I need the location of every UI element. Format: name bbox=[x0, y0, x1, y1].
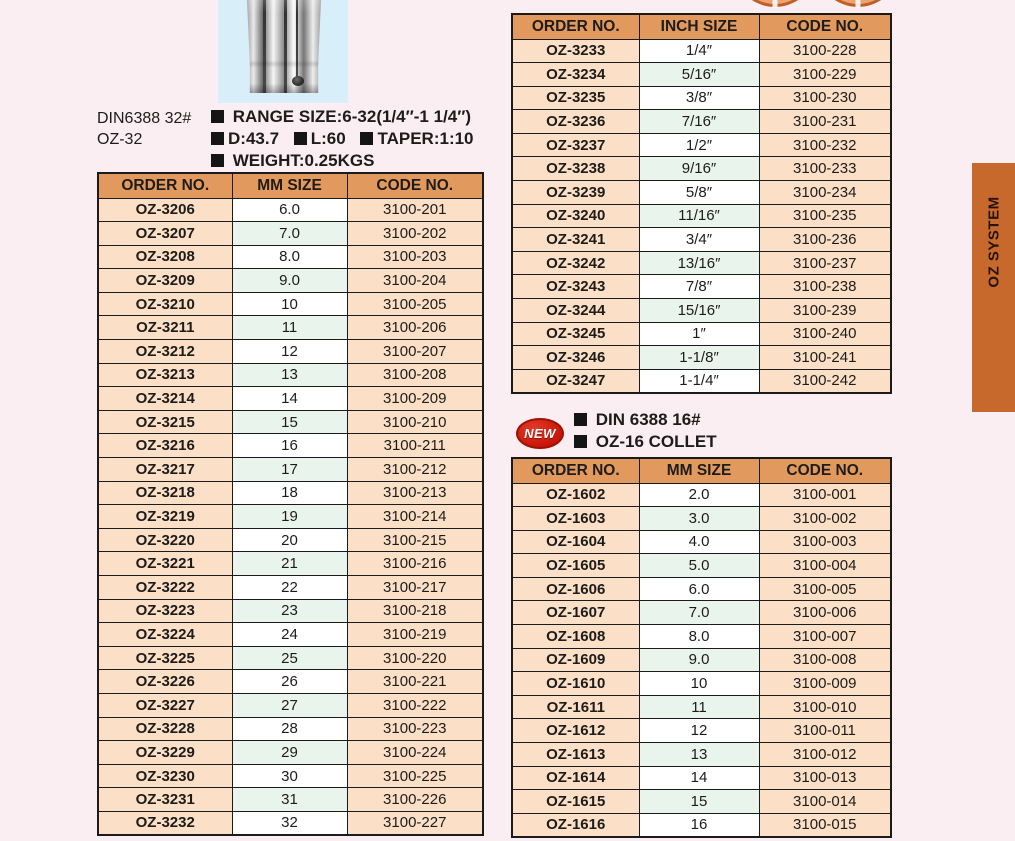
table-row bbox=[98, 717, 483, 741]
cell-size: 13/16″ bbox=[639, 251, 759, 275]
cell-size: 28 bbox=[232, 717, 347, 741]
cell-order-no: OZ-3210 bbox=[98, 292, 232, 316]
cell-order-no: OZ-3214 bbox=[98, 387, 232, 411]
cell-order-no: OZ-1607 bbox=[512, 601, 639, 625]
cell-order-no: OZ-1604 bbox=[512, 530, 639, 554]
table-row bbox=[98, 458, 483, 482]
cell-size: 15/16″ bbox=[639, 299, 759, 323]
cell-code-no: 3100-210 bbox=[347, 410, 483, 434]
cell-order-no: OZ-1612 bbox=[512, 719, 639, 743]
cell-order-no: OZ-3241 bbox=[512, 228, 639, 252]
column-header-inch-size: INCH SIZE bbox=[639, 14, 759, 39]
table-row bbox=[512, 625, 891, 649]
table-row bbox=[98, 292, 483, 316]
cell-order-no: OZ-3242 bbox=[512, 251, 639, 275]
table-row bbox=[98, 316, 483, 340]
cell-size: 20 bbox=[232, 528, 347, 552]
table-row bbox=[512, 483, 891, 507]
table-row bbox=[98, 481, 483, 505]
bullet-square-icon bbox=[211, 110, 224, 123]
cell-code-no: 3100-222 bbox=[347, 693, 483, 717]
table-row bbox=[512, 672, 891, 696]
cell-code-no: 3100-235 bbox=[759, 204, 891, 228]
cell-code-no: 3100-005 bbox=[759, 577, 891, 601]
table-row bbox=[512, 695, 891, 719]
cell-order-no: OZ-3228 bbox=[98, 717, 232, 741]
cell-order-no: OZ-3232 bbox=[98, 811, 232, 835]
cell-size: 15 bbox=[232, 410, 347, 434]
table-row bbox=[512, 157, 891, 181]
cell-size: 6.0 bbox=[232, 198, 347, 222]
table-row bbox=[98, 410, 483, 434]
collet-slot-icon bbox=[773, 0, 778, 8]
table-row bbox=[98, 363, 483, 387]
cell-order-no: OZ-1611 bbox=[512, 695, 639, 719]
spec-weight: WEIGHT:0.25KGS bbox=[232, 151, 375, 170]
cell-size: 16 bbox=[639, 813, 759, 837]
cell-order-no: OZ-3218 bbox=[98, 481, 232, 505]
cell-code-no: 3100-011 bbox=[759, 719, 891, 743]
cell-order-no: OZ-3229 bbox=[98, 741, 232, 765]
cell-size: 13 bbox=[639, 743, 759, 767]
table-row bbox=[512, 204, 891, 228]
table-row bbox=[512, 251, 891, 275]
bullet-square-icon bbox=[211, 132, 224, 145]
table-row bbox=[512, 577, 891, 601]
table-header-row bbox=[512, 14, 891, 39]
cell-order-no: OZ-3208 bbox=[98, 245, 232, 269]
column-header-code-no: CODE NO. bbox=[347, 173, 483, 198]
cell-order-no: OZ-3236 bbox=[512, 110, 639, 134]
spec-diameter: D:43.7 bbox=[228, 129, 280, 148]
cell-code-no: 3100-241 bbox=[759, 346, 891, 370]
column-header-order-no: ORDER NO. bbox=[512, 458, 639, 483]
cell-code-no: 3100-240 bbox=[759, 322, 891, 346]
cell-code-no: 3100-004 bbox=[759, 554, 891, 578]
cell-size: 18 bbox=[232, 481, 347, 505]
table-row bbox=[512, 766, 891, 790]
table-row bbox=[98, 552, 483, 576]
table-row bbox=[98, 646, 483, 670]
cell-size: 9.0 bbox=[232, 269, 347, 293]
cell-size: 9/16″ bbox=[639, 157, 759, 181]
bullet-square-icon bbox=[574, 413, 587, 426]
table-row bbox=[512, 719, 891, 743]
cell-code-no: 3100-218 bbox=[347, 599, 483, 623]
cell-code-no: 3100-233 bbox=[759, 157, 891, 181]
cell-size: 7.0 bbox=[232, 222, 347, 246]
cell-code-no: 3100-211 bbox=[347, 434, 483, 458]
table-row bbox=[512, 63, 891, 87]
cell-code-no: 3100-231 bbox=[759, 110, 891, 134]
table-row bbox=[512, 181, 891, 205]
cell-code-no: 3100-224 bbox=[347, 741, 483, 765]
cell-code-no: 3100-207 bbox=[347, 340, 483, 364]
collet-slot-icon bbox=[284, 0, 287, 93]
cell-size: 12 bbox=[232, 340, 347, 364]
cell-code-no: 3100-205 bbox=[347, 292, 483, 316]
cell-order-no: OZ-1608 bbox=[512, 625, 639, 649]
table-row bbox=[512, 110, 891, 134]
side-tab-label: OZ SYSTEM bbox=[985, 196, 1002, 288]
cell-order-no: OZ-3237 bbox=[512, 133, 639, 157]
cell-code-no: 3100-234 bbox=[759, 181, 891, 205]
cell-code-no: 3100-007 bbox=[759, 625, 891, 649]
column-header-order-no: ORDER NO. bbox=[98, 173, 232, 198]
cell-size: 14 bbox=[639, 766, 759, 790]
table-oz32-mm-sizes bbox=[97, 172, 484, 836]
table-row bbox=[98, 764, 483, 788]
cell-size: 6.0 bbox=[639, 577, 759, 601]
bullet-square-icon bbox=[211, 154, 224, 167]
cell-order-no: OZ-3238 bbox=[512, 157, 639, 181]
cell-code-no: 3100-212 bbox=[347, 458, 483, 482]
cell-size: 32 bbox=[232, 811, 347, 835]
cell-size: 11 bbox=[232, 316, 347, 340]
cell-order-no: OZ-3220 bbox=[98, 528, 232, 552]
cell-order-no: OZ-3227 bbox=[98, 693, 232, 717]
table-row bbox=[98, 599, 483, 623]
cell-size: 12 bbox=[639, 719, 759, 743]
column-header-mm-size: MM SIZE bbox=[639, 458, 759, 483]
bullet-square-icon bbox=[294, 132, 307, 145]
table-header-row bbox=[98, 173, 483, 198]
table-row bbox=[512, 299, 891, 323]
cell-order-no: OZ-3240 bbox=[512, 204, 639, 228]
table-row bbox=[512, 86, 891, 110]
cell-order-no: OZ-3244 bbox=[512, 299, 639, 323]
cell-order-no: OZ-3212 bbox=[98, 340, 232, 364]
cell-size: 25 bbox=[232, 646, 347, 670]
table-row bbox=[512, 228, 891, 252]
table-row bbox=[512, 507, 891, 531]
cell-order-no: OZ-3239 bbox=[512, 181, 639, 205]
model-standard: DIN6388 32# bbox=[97, 110, 192, 127]
collet-image bbox=[246, 0, 322, 93]
cell-code-no: 3100-228 bbox=[759, 39, 891, 63]
cell-order-no: OZ-3216 bbox=[98, 434, 232, 458]
table-row bbox=[512, 601, 891, 625]
table-row bbox=[512, 322, 891, 346]
spec-length: L:60 bbox=[310, 129, 346, 148]
collet-hole-icon bbox=[292, 76, 304, 86]
cell-order-no: OZ-3226 bbox=[98, 670, 232, 694]
cell-code-no: 3100-227 bbox=[347, 811, 483, 835]
cell-code-no: 3100-225 bbox=[347, 764, 483, 788]
cell-order-no: OZ-1616 bbox=[512, 813, 639, 837]
side-tab-oz-system bbox=[972, 163, 1015, 412]
cell-code-no: 3100-010 bbox=[759, 695, 891, 719]
cell-code-no: 3100-242 bbox=[759, 369, 891, 393]
cell-code-no: 3100-239 bbox=[759, 299, 891, 323]
collet-end-ring-right-icon bbox=[816, 0, 900, 7]
table-row bbox=[98, 576, 483, 600]
cell-order-no: OZ-1602 bbox=[512, 483, 639, 507]
cell-order-no: OZ-3245 bbox=[512, 322, 639, 346]
collet-slot-icon bbox=[856, 0, 861, 8]
cell-order-no: OZ-3206 bbox=[98, 198, 232, 222]
cell-size: 11/16″ bbox=[639, 204, 759, 228]
cell-code-no: 3100-217 bbox=[347, 576, 483, 600]
cell-order-no: OZ-3207 bbox=[98, 222, 232, 246]
cell-code-no: 3100-237 bbox=[759, 251, 891, 275]
cell-code-no: 3100-015 bbox=[759, 813, 891, 837]
cell-code-no: 3100-009 bbox=[759, 672, 891, 696]
cell-size: 30 bbox=[232, 764, 347, 788]
cell-size: 16 bbox=[232, 434, 347, 458]
cell-size: 27 bbox=[232, 693, 347, 717]
cell-code-no: 3100-201 bbox=[347, 198, 483, 222]
cell-size: 1/4″ bbox=[639, 39, 759, 63]
cell-size: 8.0 bbox=[639, 625, 759, 649]
collet-slot-icon bbox=[296, 0, 298, 77]
cell-size: 29 bbox=[232, 741, 347, 765]
cell-code-no: 3100-238 bbox=[759, 275, 891, 299]
cell-order-no: OZ-3233 bbox=[512, 39, 639, 63]
product-model bbox=[97, 108, 191, 150]
table-row bbox=[98, 693, 483, 717]
cell-size: 23 bbox=[232, 599, 347, 623]
product-photo bbox=[218, 0, 348, 103]
cell-order-no: OZ-3230 bbox=[98, 764, 232, 788]
cell-size: 15 bbox=[639, 790, 759, 814]
new-badge bbox=[516, 418, 564, 449]
cell-size: 3/4″ bbox=[639, 228, 759, 252]
section-title-oz16-collet: OZ-16 COLLET bbox=[595, 432, 717, 451]
cell-size: 13 bbox=[232, 363, 347, 387]
cell-size: 11 bbox=[639, 695, 759, 719]
cell-code-no: 3100-220 bbox=[347, 646, 483, 670]
table-row bbox=[98, 387, 483, 411]
cell-order-no: OZ-3209 bbox=[98, 269, 232, 293]
cell-order-no: OZ-3213 bbox=[98, 363, 232, 387]
cell-code-no: 3100-001 bbox=[759, 483, 891, 507]
cell-code-no: 3100-203 bbox=[347, 245, 483, 269]
cell-size: 1/2″ bbox=[639, 133, 759, 157]
cell-code-no: 3100-008 bbox=[759, 648, 891, 672]
cell-order-no: OZ-1603 bbox=[512, 507, 639, 531]
bullet-square-icon bbox=[574, 435, 587, 448]
cell-code-no: 3100-006 bbox=[759, 601, 891, 625]
cell-code-no: 3100-206 bbox=[347, 316, 483, 340]
cell-order-no: OZ-1606 bbox=[512, 577, 639, 601]
cell-size: 7/8″ bbox=[639, 275, 759, 299]
table-row bbox=[98, 788, 483, 812]
cell-code-no: 3100-204 bbox=[347, 269, 483, 293]
cell-code-no: 3100-223 bbox=[347, 717, 483, 741]
cell-size: 8.0 bbox=[232, 245, 347, 269]
table-row bbox=[512, 530, 891, 554]
cell-order-no: OZ-3215 bbox=[98, 410, 232, 434]
table-row bbox=[98, 434, 483, 458]
cell-order-no: OZ-3231 bbox=[98, 788, 232, 812]
table-row bbox=[98, 741, 483, 765]
cell-code-no: 3100-002 bbox=[759, 507, 891, 531]
cell-code-no: 3100-226 bbox=[347, 788, 483, 812]
cell-order-no: OZ-3234 bbox=[512, 63, 639, 87]
cell-order-no: OZ-3235 bbox=[512, 86, 639, 110]
table-oz32-inch-sizes bbox=[511, 13, 892, 394]
spec-range: RANGE SIZE:6-32(1/4″-1 1/4″) bbox=[232, 107, 472, 126]
table-row bbox=[512, 648, 891, 672]
new-badge-label: NEW bbox=[524, 426, 556, 441]
cell-order-no: OZ-1614 bbox=[512, 766, 639, 790]
section-title-din6388-16: DIN 6388 16# bbox=[595, 410, 701, 429]
cell-order-no: OZ-3247 bbox=[512, 369, 639, 393]
bullet-square-icon bbox=[360, 132, 373, 145]
table-row bbox=[512, 369, 891, 393]
cell-code-no: 3100-209 bbox=[347, 387, 483, 411]
model-number: OZ-32 bbox=[97, 131, 143, 148]
cell-order-no: OZ-3225 bbox=[98, 646, 232, 670]
spec-taper: TAPER:1:10 bbox=[377, 129, 474, 148]
cell-size: 24 bbox=[232, 623, 347, 647]
cell-order-no: OZ-3224 bbox=[98, 623, 232, 647]
cell-size: 7/16″ bbox=[639, 110, 759, 134]
table-row bbox=[98, 269, 483, 293]
table-oz16-mm-sizes bbox=[511, 457, 892, 838]
collet-slot-icon bbox=[263, 0, 266, 93]
cell-size: 14 bbox=[232, 387, 347, 411]
table-row bbox=[98, 811, 483, 835]
cell-order-no: OZ-3219 bbox=[98, 505, 232, 529]
cell-code-no: 3100-221 bbox=[347, 670, 483, 694]
cell-code-no: 3100-232 bbox=[759, 133, 891, 157]
cell-code-no: 3100-208 bbox=[347, 363, 483, 387]
cell-code-no: 3100-215 bbox=[347, 528, 483, 552]
table-header-row bbox=[512, 458, 891, 483]
cell-code-no: 3100-214 bbox=[347, 505, 483, 529]
table-row bbox=[98, 623, 483, 647]
cell-size: 26 bbox=[232, 670, 347, 694]
cell-order-no: OZ-1610 bbox=[512, 672, 639, 696]
table-row bbox=[512, 39, 891, 63]
cell-size: 10 bbox=[232, 292, 347, 316]
cell-size: 1-1/4″ bbox=[639, 369, 759, 393]
collet-end-ring-left-icon bbox=[733, 0, 817, 7]
table-row bbox=[98, 340, 483, 364]
cell-size: 21 bbox=[232, 552, 347, 576]
cell-code-no: 3100-012 bbox=[759, 743, 891, 767]
cell-code-no: 3100-216 bbox=[347, 552, 483, 576]
column-header-code-no: CODE NO. bbox=[759, 14, 891, 39]
table-row bbox=[512, 554, 891, 578]
table-row bbox=[98, 245, 483, 269]
cell-code-no: 3100-013 bbox=[759, 766, 891, 790]
cell-order-no: OZ-3246 bbox=[512, 346, 639, 370]
cell-order-no: OZ-3221 bbox=[98, 552, 232, 576]
table-row bbox=[512, 346, 891, 370]
cell-size: 17 bbox=[232, 458, 347, 482]
table-row bbox=[98, 670, 483, 694]
cell-size: 9.0 bbox=[639, 648, 759, 672]
cell-code-no: 3100-202 bbox=[347, 222, 483, 246]
column-header-order-no: ORDER NO. bbox=[512, 14, 639, 39]
cell-size: 31 bbox=[232, 788, 347, 812]
table-row bbox=[512, 790, 891, 814]
cell-size: 7.0 bbox=[639, 601, 759, 625]
cell-size: 5/16″ bbox=[639, 63, 759, 87]
cell-size: 1″ bbox=[639, 322, 759, 346]
cell-order-no: OZ-1605 bbox=[512, 554, 639, 578]
table-row bbox=[512, 813, 891, 837]
spec-list bbox=[211, 106, 484, 172]
table-row bbox=[98, 222, 483, 246]
column-header-code-no: CODE NO. bbox=[759, 458, 891, 483]
column-header-mm-size: MM SIZE bbox=[232, 173, 347, 198]
cell-size: 19 bbox=[232, 505, 347, 529]
cell-order-no: OZ-1615 bbox=[512, 790, 639, 814]
cell-size: 5/8″ bbox=[639, 181, 759, 205]
cell-size: 1-1/8″ bbox=[639, 346, 759, 370]
table-row bbox=[512, 275, 891, 299]
cell-code-no: 3100-236 bbox=[759, 228, 891, 252]
cell-size: 3/8″ bbox=[639, 86, 759, 110]
cell-order-no: OZ-3217 bbox=[98, 458, 232, 482]
cell-order-no: OZ-3211 bbox=[98, 316, 232, 340]
table-row bbox=[98, 505, 483, 529]
table-row bbox=[98, 198, 483, 222]
table-row bbox=[512, 743, 891, 767]
cell-size: 22 bbox=[232, 576, 347, 600]
cell-code-no: 3100-229 bbox=[759, 63, 891, 87]
cell-order-no: OZ-1609 bbox=[512, 648, 639, 672]
cell-size: 10 bbox=[639, 672, 759, 696]
cell-size: 4.0 bbox=[639, 530, 759, 554]
cell-code-no: 3100-213 bbox=[347, 481, 483, 505]
cell-order-no: OZ-1613 bbox=[512, 743, 639, 767]
cell-order-no: OZ-3222 bbox=[98, 576, 232, 600]
cell-size: 5.0 bbox=[639, 554, 759, 578]
cell-order-no: OZ-3243 bbox=[512, 275, 639, 299]
cell-code-no: 3100-230 bbox=[759, 86, 891, 110]
cell-code-no: 3100-003 bbox=[759, 530, 891, 554]
cell-code-no: 3100-219 bbox=[347, 623, 483, 647]
table-row bbox=[512, 133, 891, 157]
cell-size: 3.0 bbox=[639, 507, 759, 531]
cell-order-no: OZ-3223 bbox=[98, 599, 232, 623]
cell-code-no: 3100-014 bbox=[759, 790, 891, 814]
table-row bbox=[98, 528, 483, 552]
oz16-section-titles bbox=[574, 409, 717, 453]
cell-size: 2.0 bbox=[639, 483, 759, 507]
